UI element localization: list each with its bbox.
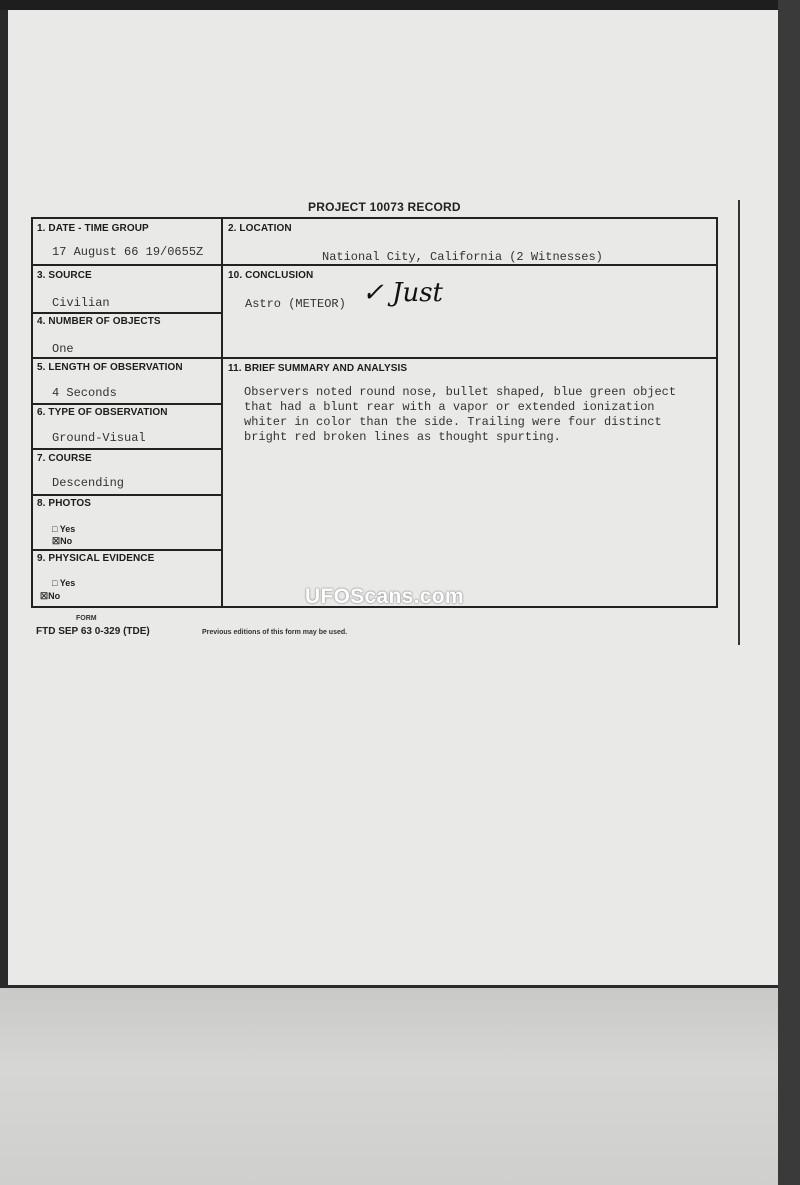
- source-label: 3. SOURCE: [37, 270, 92, 281]
- summary-text: Observers noted round nose, bullet shaped, blue green object that had a blunt rear with a vapor or extended ionization whiter in color than the side. Trailing were four distinct bright red broken lines as thought spurting.: [244, 385, 677, 444]
- source-value: Civilian: [52, 296, 110, 310]
- row-divider: [33, 448, 221, 450]
- footer-form-word: FORM: [76, 615, 97, 622]
- row-divider: [33, 264, 716, 266]
- type-value: Ground-Visual: [52, 431, 146, 445]
- watermark: UFOScans.com: [305, 585, 464, 608]
- row-divider: [33, 549, 221, 551]
- row-divider: [33, 312, 221, 314]
- evidence-yes-checkbox: □ Yes: [52, 578, 76, 588]
- conclusion-label: 10. CONCLUSION: [228, 270, 314, 281]
- scan-top-edge: [0, 0, 800, 10]
- margin-rule: [738, 200, 740, 645]
- photos-yes-checkbox: □ Yes: [52, 524, 76, 534]
- photos-label: 8. PHOTOS: [37, 498, 92, 509]
- row-divider: [33, 357, 716, 359]
- summary-label: 11. BRIEF SUMMARY AND ANALYSIS: [228, 363, 408, 374]
- evidence-no-checkbox: ☒No: [40, 591, 61, 601]
- objects-label: 4. NUMBER OF OBJECTS: [37, 316, 161, 327]
- form-title: PROJECT 10073 RECORD: [308, 200, 461, 214]
- length-value: 4 Seconds: [52, 386, 117, 400]
- conclusion-value: Astro (METEOR): [245, 297, 346, 311]
- course-value: Descending: [52, 476, 125, 490]
- row-divider: [33, 403, 221, 405]
- row-divider: [33, 494, 221, 496]
- course-label: 7. COURSE: [37, 453, 92, 464]
- objects-value: One: [52, 342, 74, 356]
- handwritten-check-annotation: ✓ Just: [362, 278, 444, 308]
- footer-form-id: FTD SEP 63 0-329 (TDE): [36, 626, 150, 637]
- length-label: 5. LENGTH OF OBSERVATION: [37, 362, 183, 373]
- photos-no-checkbox: ☒No: [52, 536, 73, 546]
- location-label: 2. LOCATION: [228, 223, 292, 234]
- evidence-label: 9. PHYSICAL EVIDENCE: [37, 553, 155, 564]
- location-value: National City, California (2 Witnesses): [322, 250, 603, 264]
- type-label: 6. TYPE OF OBSERVATION: [37, 407, 168, 418]
- date-label: 1. DATE - TIME GROUP: [37, 223, 149, 234]
- underlying-page: [0, 988, 790, 1185]
- footer-note: Previous editions of this form may be used.: [202, 629, 348, 636]
- date-value: 17 August 66 19/0655Z: [52, 245, 204, 259]
- column-divider: [221, 219, 223, 606]
- scan-right-edge: [778, 0, 800, 1185]
